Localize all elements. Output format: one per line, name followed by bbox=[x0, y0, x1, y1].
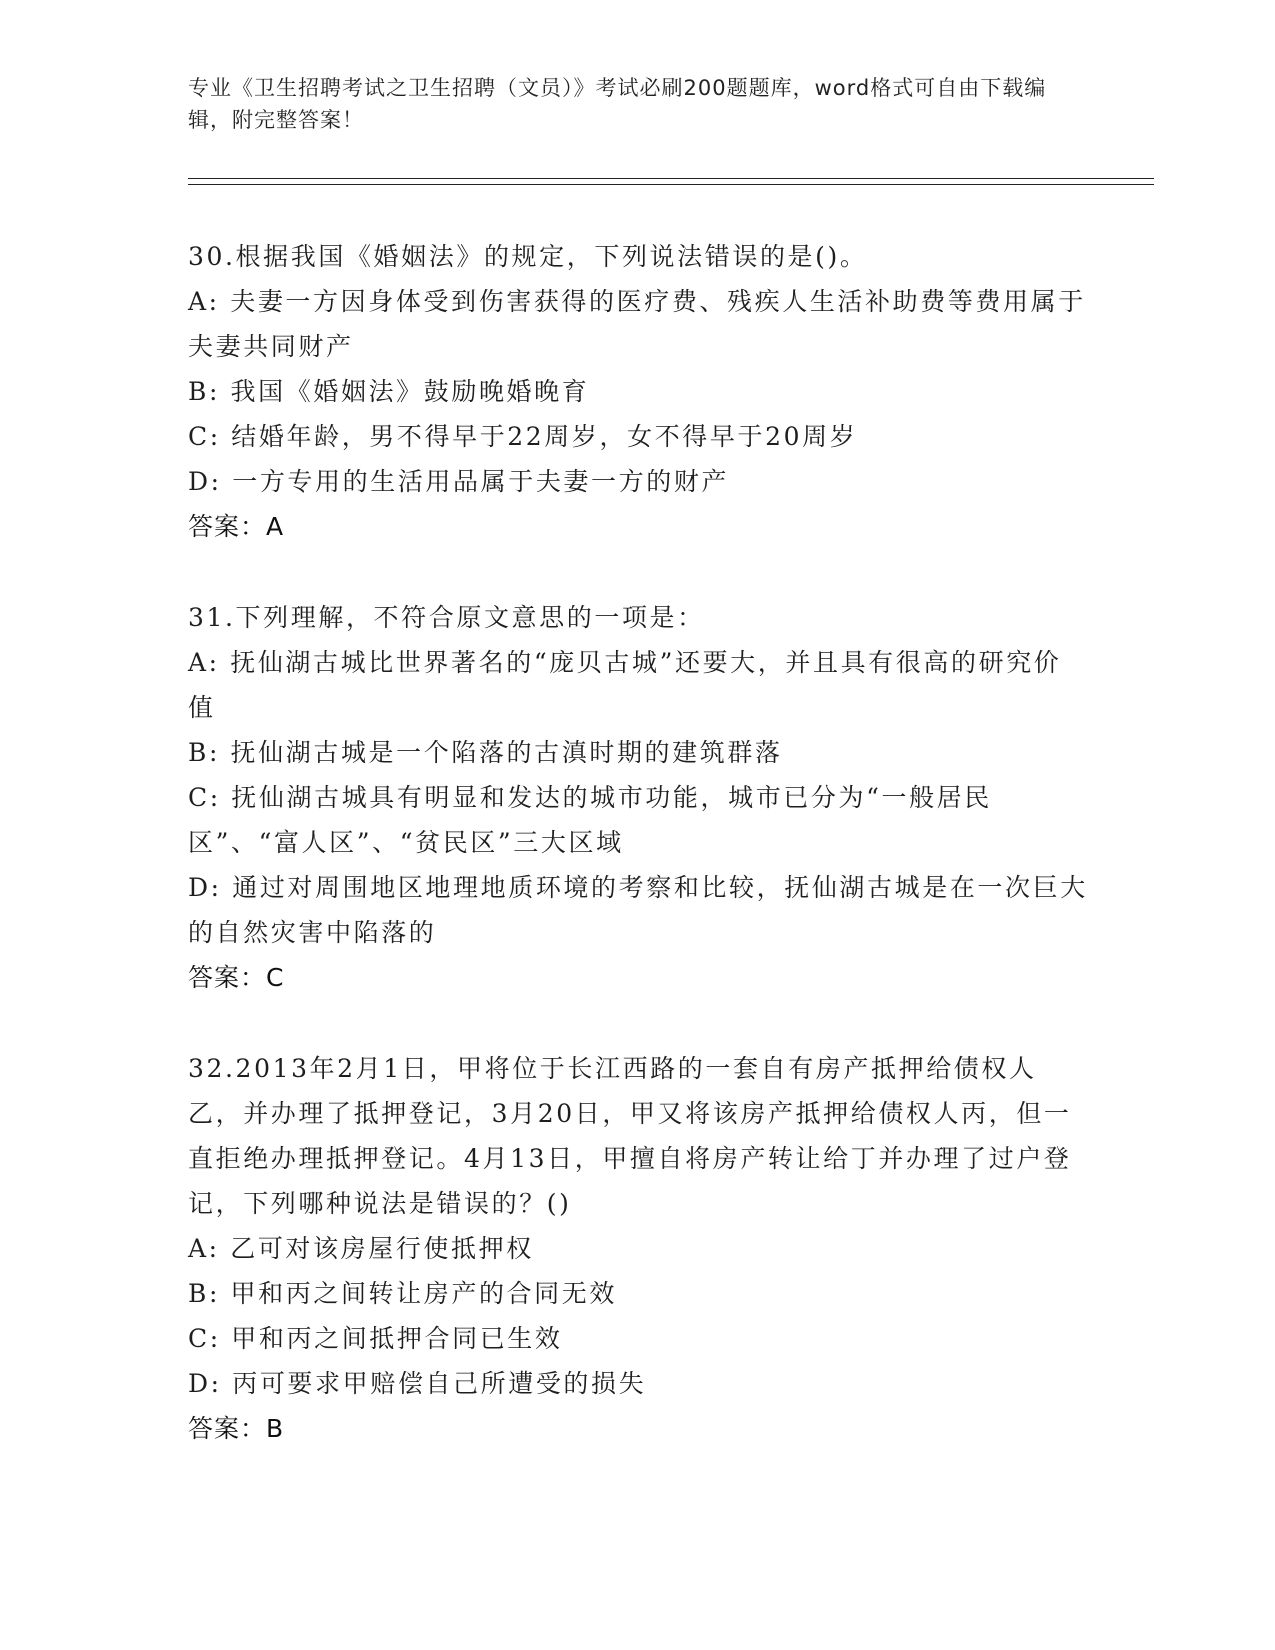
option-c: C: 结婚年龄，男不得早于22周岁，女不得早于20周岁 bbox=[188, 422, 858, 451]
document-header bbox=[188, 72, 1068, 136]
question-text: 30.根据我国《婚姻法》的规定，下列说法错误的是()。 bbox=[188, 242, 868, 271]
header-divider-top bbox=[188, 178, 1154, 179]
option-c: C: 抚仙湖古城具有明显和发达的城市功能，城市已分为“一般居民区”、“富人区”、“贫民区”三大区域 bbox=[188, 783, 992, 857]
question-text: 31.下列理解，不符合原文意思的一项是： bbox=[188, 603, 705, 632]
answer-label: 答案：B bbox=[188, 1414, 285, 1443]
option-a: A: 乙可对该房屋行使抵押权 bbox=[188, 1234, 534, 1263]
option-b: B: 我国《婚姻法》鼓励晚婚晚育 bbox=[188, 377, 590, 406]
question-32 bbox=[188, 1046, 1088, 1451]
header-text: 专业《卫生招聘考试之卫生招聘（文员）》考试必刷200题题库，word格式可自由下载编辑，附完整答案！ bbox=[188, 76, 1047, 132]
header-divider-bottom bbox=[188, 184, 1154, 185]
option-c: C: 甲和丙之间抵押合同已生效 bbox=[188, 1324, 563, 1353]
answer-label: 答案：C bbox=[188, 963, 285, 992]
option-b: B: 抚仙湖古城是一个陷落的古滇时期的建筑群落 bbox=[188, 738, 783, 767]
question-30 bbox=[188, 234, 1088, 549]
option-d: D: 丙可要求甲赔偿自己所遭受的损失 bbox=[188, 1369, 647, 1398]
question-31 bbox=[188, 595, 1088, 1000]
option-d: D: 一方专用的生活用品属于夫妻一方的财产 bbox=[188, 467, 730, 496]
option-b: B: 甲和丙之间转让房产的合同无效 bbox=[188, 1279, 617, 1308]
option-d: D: 通过对周围地区地理地质环境的考察和比较，抚仙湖古城是在一次巨大的自然灾害中陷落的 bbox=[188, 873, 1088, 947]
option-a: A: 抚仙湖古城比世界著名的“庞贝古城”还要大，并且具有很高的研究价值 bbox=[188, 648, 1062, 722]
answer-label: 答案：A bbox=[188, 512, 285, 541]
option-a: A: 夫妻一方因身体受到伤害获得的医疗费、残疾人生活补助费等费用属于夫妻共同财产 bbox=[188, 287, 1086, 361]
question-list bbox=[188, 234, 1088, 1497]
question-text: 32.2013年2月1日，甲将位于长江西路的一套自有房产抵押给债权人乙，并办理了抵押登记，3月20日，甲又将该房产抵押给债权人丙，但一直拒绝办理抵押登记。4月13日，甲擅自将房产转让给丁并办理了过户登记，下列哪种说法是错误的？() bbox=[188, 1054, 1072, 1218]
